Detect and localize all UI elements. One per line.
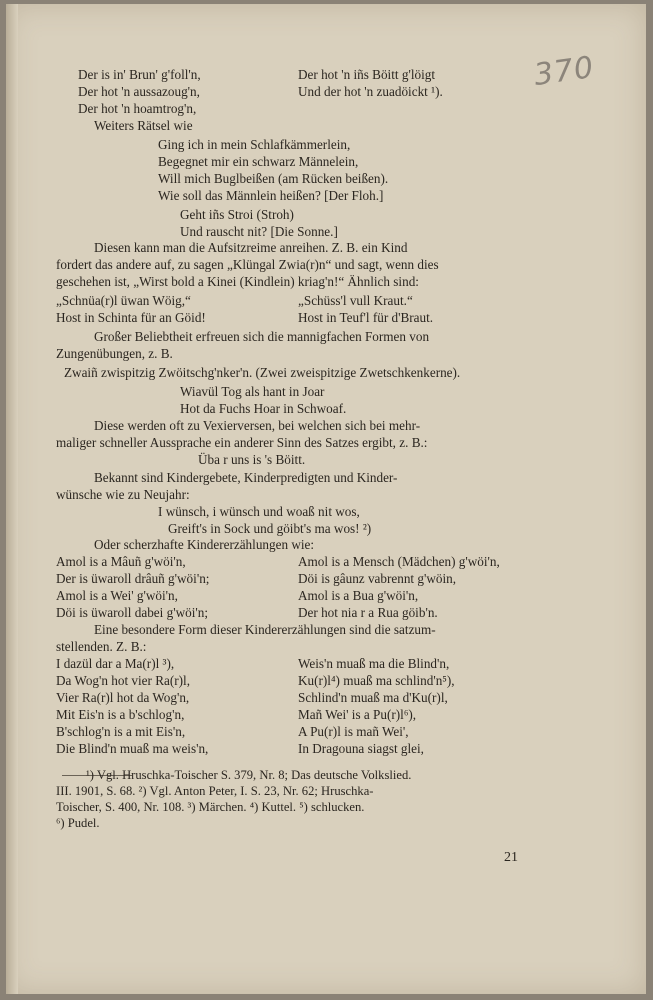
- footnote-line: ¹) Vgl. Hruschka-Toischer S. 379, Nr. 8; Das deutsche Volkslied.: [86, 768, 412, 782]
- text-line: Die Blind'n muaß ma weis'n,: [56, 741, 209, 756]
- text-line: stellenden. Z. B.:: [56, 639, 147, 654]
- text-line: Bekannt sind Kindergebete, Kinderpredigten und Kinder-: [94, 470, 398, 485]
- text-line: Mit Eis'n is a b'schlog'n,: [56, 707, 185, 722]
- text-line: Eine besondere Form dieser Kindererzählungen sind die satzum-: [94, 622, 436, 637]
- text-line: Amol is a Bua g'wöi'n,: [298, 588, 419, 603]
- text-line: Oder scherzhafte Kindererzählungen wie:: [94, 537, 315, 552]
- text-line: Üba r uns is 's Böitt.: [198, 452, 306, 467]
- pencil-page-number: 370: [531, 49, 597, 94]
- text-line: Weis'n muaß ma die Blind'n,: [298, 656, 450, 671]
- text-line: Hot da Fuchs Hoar in Schwoaf.: [180, 401, 347, 416]
- book-page: [6, 4, 646, 994]
- text-line: Amol is a Wei' g'wöi'n,: [56, 588, 178, 603]
- text-line: Geht iñs Stroi (Stroh): [180, 207, 294, 222]
- text-line: Wie soll das Männlein heißen? [Der Floh.]: [158, 188, 384, 203]
- text-line: Greift's in Sock und göibt's ma wos! ²): [168, 521, 372, 536]
- text-line: maliger schneller Aussprache ein anderer Sinn des Satzes ergibt, z. B.:: [56, 435, 428, 450]
- text-line: wünsche wie zu Neujahr:: [56, 487, 190, 502]
- text-line: Mañ Wei' is a Pu(r)l⁶),: [298, 707, 417, 722]
- text-line: Der hot nia r a Rua göib'n.: [298, 605, 438, 620]
- text-line: Und rauscht nit? [Die Sonne.]: [180, 224, 338, 239]
- text-line: Amol is a Mensch (Mädchen) g'wöi'n,: [298, 554, 500, 569]
- text-line: Der is in' Brun' g'foll'n,: [78, 67, 201, 82]
- text-line: In Dragouna siagst glei,: [298, 741, 424, 756]
- text-line: Da Wog'n hot vier Ra(r)l,: [56, 673, 191, 688]
- text-line: Wiavül Tog als hant in Joar: [180, 384, 325, 399]
- text-line: Amol is a Mâuñ g'wöi'n,: [56, 554, 186, 569]
- text-line: „Schüss'l vull Kraut.“: [298, 293, 413, 308]
- text-line: Host in Schinta für an Göid!: [56, 310, 206, 325]
- text-line: Döi is üwaroll dabei g'wöi'n;: [56, 605, 208, 620]
- text-line: geschehen ist, „Wirst bold a Kinei (Kindlein) kriag'n!“ Ähnlich sind:: [56, 274, 419, 289]
- text-line: Vier Ra(r)l hot da Wog'n,: [56, 690, 190, 705]
- text-line: Weiters Rätsel wie: [94, 118, 193, 133]
- text-line: Der hot 'n aussazoug'n,: [78, 84, 200, 99]
- text-line: Der hot 'n iñs Böitt g'löigt: [298, 67, 435, 82]
- text-line: Und der hot 'n zuadöickt ¹).: [298, 84, 443, 99]
- footnote-line: III. 1901, S. 68. ²) Vgl. Anton Peter, I. S. 23, Nr. 62; Hruschka-: [56, 784, 374, 798]
- text-line: Diesen kann man die Aufsitzreime anreihen. Z. B. ein Kind: [94, 240, 408, 255]
- text-line: Schlind'n muaß ma d'Ku(r)l,: [298, 690, 448, 705]
- text-line: Döi is gâunz vabrennt g'wöin,: [298, 571, 457, 586]
- text-line: Der hot 'n hoamtrog'n,: [78, 101, 197, 116]
- text-line: A Pu(r)l is mañ Wei',: [298, 724, 409, 739]
- text-line: Zwaiñ zwispitzig Zwöitschg'nker'n. (Zwei zweispitzige Zwetschkenkerne).: [64, 365, 461, 380]
- text-line: Zungenübungen, z. B.: [56, 346, 173, 361]
- text-line: Begegnet mir ein schwarz Männelein,: [158, 154, 359, 169]
- text-line: Großer Beliebtheit erfreuen sich die mannigfachen Formen von: [94, 329, 430, 344]
- footnote-line: ⁶) Pudel.: [56, 816, 100, 830]
- text-line: Ging ich in mein Schlafkämmerlein,: [158, 137, 351, 152]
- text-line: Der is üwaroll drâuñ g'wöi'n;: [56, 571, 210, 586]
- text-line: fordert das andere auf, zu sagen „Klüngal Zwia(r)n“ und sagt, wenn dies: [56, 257, 439, 272]
- text-line: Host in Teuf'l für d'Braut.: [298, 310, 434, 325]
- footnote-line: Toischer, S. 400, Nr. 108. ³) Märchen. ⁴) Kuttel. ⁵) schlucken.: [56, 800, 365, 814]
- text-line: I wünsch, i wünsch und woaß nit wos,: [158, 504, 360, 519]
- text-line: I dazül dar a Ma(r)l ³),: [56, 656, 175, 671]
- text-line: Ku(r)l⁴) muaß ma schlind'n⁵),: [298, 673, 455, 688]
- page-number: 21: [504, 850, 518, 865]
- text-line: Will mich Buglbeißen (am Rücken beißen).: [158, 171, 389, 186]
- text-line: „Schnüa(r)l üwan Wöig,“: [56, 293, 191, 308]
- text-line: Diese werden oft zu Vexierversen, bei welchen sich bei mehr-: [94, 418, 421, 433]
- page-edge-shadow: [6, 4, 18, 994]
- text-line: B'schlog'n is a mit Eis'n,: [56, 724, 186, 739]
